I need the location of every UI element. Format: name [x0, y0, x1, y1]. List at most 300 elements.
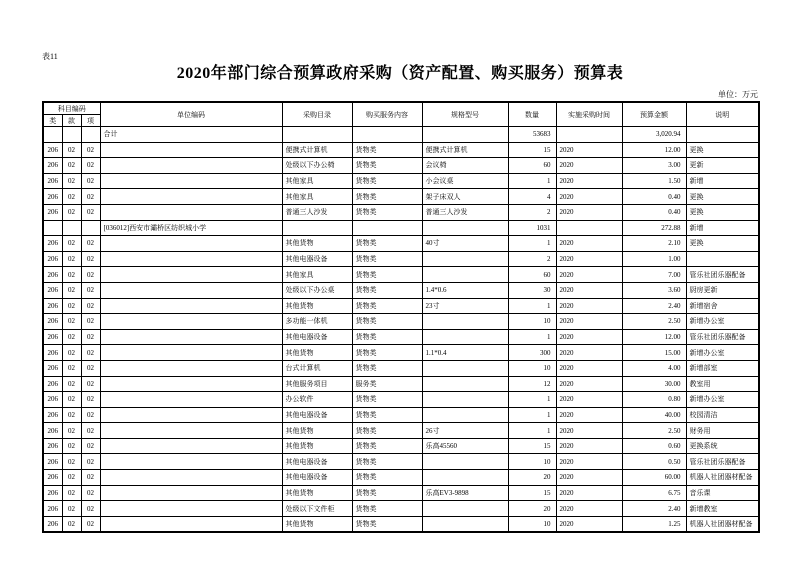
cell-budget-amount: 0.50 — [622, 454, 686, 470]
table-row — [43, 454, 759, 470]
cell-spec-model — [422, 127, 508, 143]
cell-kuan: 02 — [62, 407, 81, 423]
cell-lei: 206 — [43, 501, 62, 517]
cell-purchase-time — [556, 127, 622, 143]
cell-unit-code — [100, 282, 282, 298]
cell-xiang: 02 — [81, 345, 100, 361]
cell-unit-code — [100, 485, 282, 501]
cell-unit-code — [100, 345, 282, 361]
cell-lei: 206 — [43, 282, 62, 298]
cell-note: 更换系统 — [686, 438, 759, 454]
cell-service-content: 货物类 — [352, 142, 422, 158]
cell-unit-code — [100, 251, 282, 267]
cell-xiang: 02 — [81, 501, 100, 517]
cell-budget-amount: 2.40 — [622, 501, 686, 517]
table-row — [43, 329, 759, 345]
cell-spec-model — [422, 267, 508, 283]
cell-unit-code — [100, 173, 282, 189]
cell-spec-model: 便携式计算机 — [422, 142, 508, 158]
cell-budget-amount: 1.00 — [622, 251, 686, 267]
cell-note: 更换 — [686, 236, 759, 252]
cell-quantity: 300 — [508, 345, 556, 361]
page-title: 2020年部门综合预算政府采购（资产配置、购买服务）预算表 — [176, 65, 624, 82]
cell-purchase-time: 2020 — [556, 158, 622, 174]
cell-unit-code — [100, 423, 282, 439]
cell-budget-amount: 3,020.94 — [622, 127, 686, 143]
cell-purchase-time: 2020 — [556, 314, 622, 330]
cell-note: 管乐社团乐器配备 — [686, 329, 759, 345]
table-row — [43, 407, 759, 423]
cell-spec-model — [422, 314, 508, 330]
header-purchase-time: 实施采购时间 — [556, 102, 622, 127]
cell-service-content: 货物类 — [352, 438, 422, 454]
cell-lei: 206 — [43, 267, 62, 283]
cell-unit-code — [100, 298, 282, 314]
cell-unit-code — [100, 329, 282, 345]
cell-lei: 206 — [43, 142, 62, 158]
cell-note: 更新 — [686, 158, 759, 174]
cell-quantity: 10 — [508, 454, 556, 470]
cell-spec-model — [422, 251, 508, 267]
cell-kuan: 02 — [62, 485, 81, 501]
cell-note: 更换 — [686, 189, 759, 205]
table-row — [43, 236, 759, 252]
cell-note: 机器人社团器材配备 — [686, 470, 759, 486]
cell-spec-model: 26寸 — [422, 423, 508, 439]
cell-lei: 206 — [43, 251, 62, 267]
cell-purchase-time: 2020 — [556, 173, 622, 189]
cell-spec-model — [422, 360, 508, 376]
cell-spec-model: 乐高45560 — [422, 438, 508, 454]
cell-note: 新增宿舍 — [686, 298, 759, 314]
cell-kuan: 02 — [62, 438, 81, 454]
cell-purchase-time: 2020 — [556, 360, 622, 376]
cell-budget-amount: 60.00 — [622, 470, 686, 486]
cell-spec-model — [422, 392, 508, 408]
cell-unit-code — [100, 142, 282, 158]
cell-xiang: 02 — [81, 454, 100, 470]
cell-kuan — [62, 220, 81, 236]
cell-lei: 206 — [43, 329, 62, 345]
cell-lei: 206 — [43, 423, 62, 439]
cell-quantity: 30 — [508, 282, 556, 298]
cell-budget-amount: 0.60 — [622, 438, 686, 454]
cell-spec-model: 1.4*0.6 — [422, 282, 508, 298]
cell-quantity: 60 — [508, 158, 556, 174]
cell-spec-model — [422, 454, 508, 470]
cell-unit-code — [100, 376, 282, 392]
cell-purchase-time: 2020 — [556, 454, 622, 470]
cell-service-content: 货物类 — [352, 423, 422, 439]
cell-catalog: 其他货物 — [282, 438, 352, 454]
cell-catalog: 处级以下文件柜 — [282, 501, 352, 517]
header-lei: 类 — [43, 115, 62, 127]
cell-purchase-time: 2020 — [556, 189, 622, 205]
header-catalog: 采购目录 — [282, 102, 352, 127]
cell-xiang — [81, 127, 100, 143]
cell-quantity: 2 — [508, 251, 556, 267]
cell-quantity: 20 — [508, 501, 556, 517]
cell-kuan: 02 — [62, 282, 81, 298]
cell-service-content: 货物类 — [352, 173, 422, 189]
cell-kuan — [62, 127, 81, 143]
cell-kuan: 02 — [62, 236, 81, 252]
cell-kuan: 02 — [62, 376, 81, 392]
cell-purchase-time: 2020 — [556, 501, 622, 517]
cell-budget-amount: 30.00 — [622, 376, 686, 392]
cell-unit-code — [100, 470, 282, 486]
table-row — [43, 204, 759, 220]
cell-budget-amount: 6.75 — [622, 485, 686, 501]
cell-catalog — [282, 220, 352, 236]
table-row — [43, 345, 759, 361]
cell-unit-code — [100, 189, 282, 205]
cell-spec-model — [422, 470, 508, 486]
cell-unit-code — [100, 360, 282, 376]
cell-xiang: 02 — [81, 173, 100, 189]
cell-spec-model — [422, 516, 508, 532]
cell-xiang: 02 — [81, 470, 100, 486]
cell-lei — [43, 220, 62, 236]
cell-service-content: 货物类 — [352, 298, 422, 314]
cell-quantity: 1031 — [508, 220, 556, 236]
cell-lei: 206 — [43, 392, 62, 408]
cell-lei: 206 — [43, 454, 62, 470]
cell-xiang: 02 — [81, 204, 100, 220]
cell-unit-code — [100, 516, 282, 532]
cell-quantity: 60 — [508, 267, 556, 283]
cell-purchase-time — [556, 220, 622, 236]
cell-purchase-time: 2020 — [556, 236, 622, 252]
cell-note: 新增办公室 — [686, 345, 759, 361]
header-xiang: 项 — [81, 115, 100, 127]
cell-purchase-time: 2020 — [556, 251, 622, 267]
cell-purchase-time: 2020 — [556, 485, 622, 501]
cell-budget-amount: 3.60 — [622, 282, 686, 298]
cell-budget-amount: 12.00 — [622, 329, 686, 345]
cell-purchase-time: 2020 — [556, 438, 622, 454]
cell-lei: 206 — [43, 438, 62, 454]
cell-catalog: 其他货物 — [282, 345, 352, 361]
cell-quantity: 1 — [508, 423, 556, 439]
cell-xiang: 02 — [81, 251, 100, 267]
cell-lei: 206 — [43, 158, 62, 174]
cell-catalog: 便携式计算机 — [282, 142, 352, 158]
cell-spec-model: 小会议桌 — [422, 173, 508, 189]
cell-service-content: 货物类 — [352, 204, 422, 220]
cell-kuan: 02 — [62, 173, 81, 189]
cell-note: 音乐课 — [686, 485, 759, 501]
cell-note: 厨房更新 — [686, 282, 759, 298]
cell-service-content: 货物类 — [352, 158, 422, 174]
cell-note: 财务用 — [686, 423, 759, 439]
cell-budget-amount: 2.40 — [622, 298, 686, 314]
cell-quantity: 1 — [508, 236, 556, 252]
cell-quantity: 10 — [508, 516, 556, 532]
table-row — [43, 282, 759, 298]
cell-service-content: 货物类 — [352, 314, 422, 330]
table-row — [43, 314, 759, 330]
header-subject-code: 科目编码 — [43, 102, 100, 115]
cell-service-content: 货物类 — [352, 345, 422, 361]
cell-unit-code — [100, 204, 282, 220]
table-row — [43, 392, 759, 408]
cell-catalog: 多功能一体机 — [282, 314, 352, 330]
cell-xiang: 02 — [81, 282, 100, 298]
cell-note: 新增 — [686, 173, 759, 189]
table-row — [43, 127, 759, 143]
cell-purchase-time: 2020 — [556, 423, 622, 439]
cell-note: 校园清洁 — [686, 407, 759, 423]
cell-service-content: 货物类 — [352, 360, 422, 376]
cell-service-content — [352, 220, 422, 236]
sheet-label: 表11 — [42, 52, 58, 61]
table-header — [43, 102, 759, 127]
cell-budget-amount: 0.40 — [622, 204, 686, 220]
cell-xiang: 02 — [81, 142, 100, 158]
cell-budget-amount: 0.80 — [622, 392, 686, 408]
cell-catalog: 其他电器设备 — [282, 407, 352, 423]
cell-lei: 206 — [43, 173, 62, 189]
table-row — [43, 189, 759, 205]
table-row — [43, 501, 759, 517]
cell-purchase-time: 2020 — [556, 516, 622, 532]
cell-lei: 206 — [43, 345, 62, 361]
cell-xiang: 02 — [81, 329, 100, 345]
cell-budget-amount: 272.88 — [622, 220, 686, 236]
cell-lei: 206 — [43, 236, 62, 252]
cell-spec-model: 会议椅 — [422, 158, 508, 174]
cell-purchase-time: 2020 — [556, 407, 622, 423]
cell-xiang: 02 — [81, 407, 100, 423]
cell-note: 新增办公室 — [686, 392, 759, 408]
table-row — [43, 438, 759, 454]
cell-xiang — [81, 220, 100, 236]
cell-spec-model: 23寸 — [422, 298, 508, 314]
cell-lei: 206 — [43, 360, 62, 376]
cell-service-content: 货物类 — [352, 501, 422, 517]
cell-catalog: 其他家具 — [282, 173, 352, 189]
cell-xiang: 02 — [81, 392, 100, 408]
cell-xiang: 02 — [81, 376, 100, 392]
cell-unit-code — [100, 407, 282, 423]
cell-kuan: 02 — [62, 314, 81, 330]
cell-budget-amount: 40.00 — [622, 407, 686, 423]
cell-note — [686, 251, 759, 267]
cell-catalog: 办公软件 — [282, 392, 352, 408]
table-row — [43, 251, 759, 267]
header-quantity: 数量 — [508, 102, 556, 127]
cell-purchase-time: 2020 — [556, 282, 622, 298]
cell-catalog: 其他家具 — [282, 189, 352, 205]
cell-catalog: 其他货物 — [282, 423, 352, 439]
cell-quantity: 1 — [508, 173, 556, 189]
budget-table — [42, 101, 760, 533]
table-body — [43, 127, 759, 533]
cell-xiang: 02 — [81, 485, 100, 501]
cell-quantity: 4 — [508, 189, 556, 205]
cell-service-content — [352, 127, 422, 143]
cell-xiang: 02 — [81, 314, 100, 330]
cell-quantity: 1 — [508, 298, 556, 314]
cell-spec-model: 架子床双人 — [422, 189, 508, 205]
cell-kuan: 02 — [62, 204, 81, 220]
header-kuan: 款 — [62, 115, 81, 127]
cell-note: 新增部室 — [686, 360, 759, 376]
cell-note: 教室用 — [686, 376, 759, 392]
cell-catalog: 台式计算机 — [282, 360, 352, 376]
cell-quantity: 1 — [508, 329, 556, 345]
cell-unit-code — [100, 392, 282, 408]
cell-unit-code — [100, 314, 282, 330]
cell-quantity: 20 — [508, 470, 556, 486]
cell-kuan: 02 — [62, 423, 81, 439]
cell-service-content: 货物类 — [352, 236, 422, 252]
cell-kuan: 02 — [62, 501, 81, 517]
cell-kuan: 02 — [62, 360, 81, 376]
table-row — [43, 142, 759, 158]
header-row-top — [43, 102, 759, 115]
cell-lei: 206 — [43, 470, 62, 486]
cell-xiang: 02 — [81, 236, 100, 252]
cell-spec-model — [422, 376, 508, 392]
cell-purchase-time: 2020 — [556, 470, 622, 486]
cell-kuan: 02 — [62, 392, 81, 408]
cell-budget-amount: 2.50 — [622, 314, 686, 330]
cell-unit-code — [100, 158, 282, 174]
cell-quantity: 1 — [508, 407, 556, 423]
cell-service-content: 货物类 — [352, 407, 422, 423]
cell-catalog: 其他电器设备 — [282, 329, 352, 345]
cell-unit-code — [100, 454, 282, 470]
cell-budget-amount: 7.00 — [622, 267, 686, 283]
cell-purchase-time: 2020 — [556, 329, 622, 345]
cell-unit-code — [100, 236, 282, 252]
cell-service-content: 货物类 — [352, 485, 422, 501]
cell-budget-amount: 2.50 — [622, 423, 686, 439]
table-row — [43, 158, 759, 174]
cell-quantity: 15 — [508, 485, 556, 501]
header-service-content: 购买服务内容 — [352, 102, 422, 127]
cell-catalog: 普通三人沙发 — [282, 204, 352, 220]
header-budget-amount: 预算金额 — [622, 102, 686, 127]
cell-purchase-time: 2020 — [556, 142, 622, 158]
cell-kuan: 02 — [62, 470, 81, 486]
cell-catalog: 其他货物 — [282, 236, 352, 252]
cell-note: 新增办公室 — [686, 314, 759, 330]
cell-xiang: 02 — [81, 158, 100, 174]
cell-spec-model — [422, 407, 508, 423]
table-row — [43, 376, 759, 392]
cell-kuan: 02 — [62, 142, 81, 158]
table-row — [43, 470, 759, 486]
cell-note: 新增教室 — [686, 501, 759, 517]
cell-spec-model: 40寸 — [422, 236, 508, 252]
cell-lei: 206 — [43, 314, 62, 330]
cell-catalog: 处级以下办公椅 — [282, 158, 352, 174]
table-row — [43, 516, 759, 532]
cell-lei: 206 — [43, 407, 62, 423]
cell-lei: 206 — [43, 516, 62, 532]
cell-xiang: 02 — [81, 360, 100, 376]
cell-purchase-time: 2020 — [556, 267, 622, 283]
cell-lei: 206 — [43, 376, 62, 392]
cell-spec-model — [422, 220, 508, 236]
cell-service-content: 货物类 — [352, 516, 422, 532]
cell-budget-amount: 4.00 — [622, 360, 686, 376]
cell-purchase-time: 2020 — [556, 376, 622, 392]
cell-kuan: 02 — [62, 158, 81, 174]
unit-note: 单位：万元 — [718, 90, 758, 99]
cell-note — [686, 127, 759, 143]
cell-service-content: 货物类 — [352, 189, 422, 205]
cell-note: 更换 — [686, 142, 759, 158]
cell-service-content: 货物类 — [352, 470, 422, 486]
cell-catalog — [282, 127, 352, 143]
table-row — [43, 423, 759, 439]
header-spec-model: 规格型号 — [422, 102, 508, 127]
cell-note: 管乐社团乐器配备 — [686, 454, 759, 470]
cell-spec-model: 普通三人沙发 — [422, 204, 508, 220]
cell-quantity: 15 — [508, 142, 556, 158]
cell-catalog: 处级以下办公桌 — [282, 282, 352, 298]
cell-budget-amount: 0.40 — [622, 189, 686, 205]
cell-catalog: 其他服务项目 — [282, 376, 352, 392]
cell-kuan: 02 — [62, 189, 81, 205]
table-row — [43, 267, 759, 283]
cell-purchase-time: 2020 — [556, 392, 622, 408]
cell-lei — [43, 127, 62, 143]
cell-kuan: 02 — [62, 454, 81, 470]
cell-spec-model: 乐高EV3-9898 — [422, 485, 508, 501]
cell-catalog: 其他家具 — [282, 267, 352, 283]
cell-unit-code: 合计 — [100, 127, 282, 143]
cell-service-content: 货物类 — [352, 454, 422, 470]
cell-kuan: 02 — [62, 267, 81, 283]
cell-catalog: 其他货物 — [282, 298, 352, 314]
cell-lei: 206 — [43, 298, 62, 314]
cell-quantity: 53683 — [508, 127, 556, 143]
table-row — [43, 173, 759, 189]
cell-xiang: 02 — [81, 438, 100, 454]
cell-quantity: 15 — [508, 438, 556, 454]
table-row — [43, 360, 759, 376]
cell-xiang: 02 — [81, 423, 100, 439]
cell-xiang: 02 — [81, 267, 100, 283]
table-row — [43, 298, 759, 314]
cell-spec-model — [422, 329, 508, 345]
cell-unit-code — [100, 438, 282, 454]
cell-budget-amount: 1.50 — [622, 173, 686, 189]
cell-kuan: 02 — [62, 345, 81, 361]
cell-unit-code — [100, 267, 282, 283]
cell-kuan: 02 — [62, 298, 81, 314]
cell-lei: 206 — [43, 189, 62, 205]
cell-spec-model — [422, 501, 508, 517]
cell-kuan: 02 — [62, 329, 81, 345]
cell-lei: 206 — [43, 204, 62, 220]
cell-budget-amount: 1.25 — [622, 516, 686, 532]
cell-budget-amount: 12.00 — [622, 142, 686, 158]
cell-service-content: 货物类 — [352, 251, 422, 267]
cell-budget-amount: 3.00 — [622, 158, 686, 174]
cell-service-content: 服务类 — [352, 376, 422, 392]
cell-note: 更换 — [686, 204, 759, 220]
cell-budget-amount: 15.00 — [622, 345, 686, 361]
cell-quantity: 1 — [508, 392, 556, 408]
cell-purchase-time: 2020 — [556, 204, 622, 220]
cell-note: 机器人社团器材配备 — [686, 516, 759, 532]
